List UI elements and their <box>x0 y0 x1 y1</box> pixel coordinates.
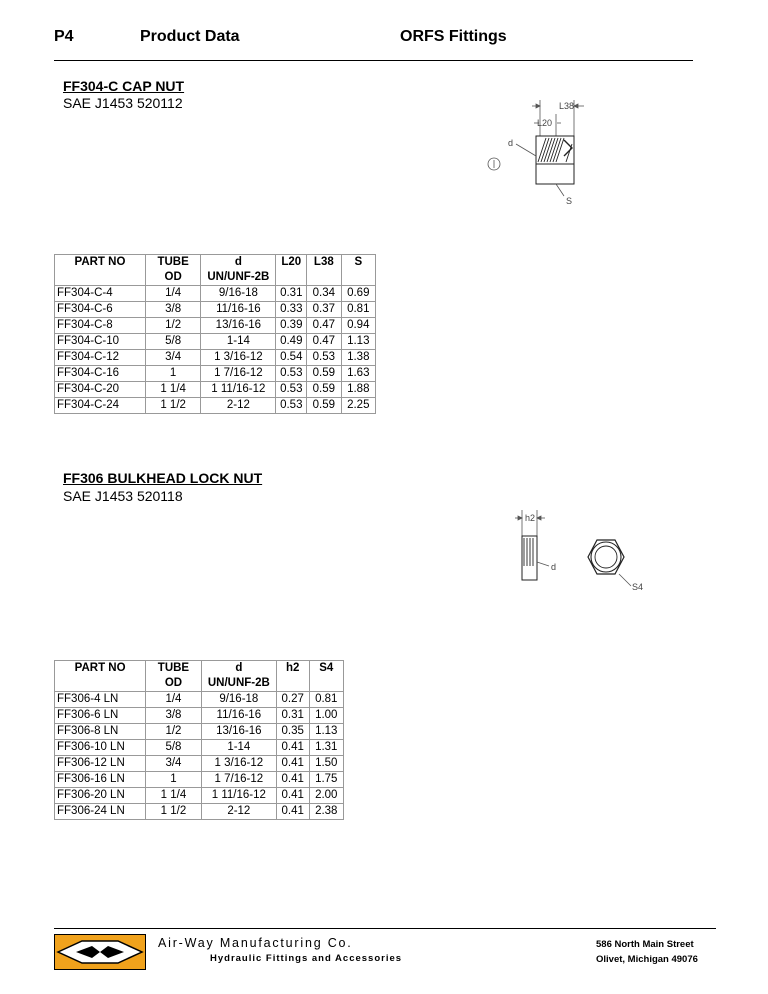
table-cell: 13/16-16 <box>201 318 276 334</box>
column-header: d UN/UNF-2B <box>201 661 276 692</box>
table-cell: 0.69 <box>341 286 375 302</box>
lock-nut-diagram <box>505 506 655 598</box>
table-cell: FF304-C-8 <box>55 318 146 334</box>
table-cell: 1.31 <box>309 740 343 756</box>
label-d: d <box>551 562 557 572</box>
table-row <box>55 756 344 772</box>
product1-title: FF304-C CAP NUT <box>63 78 185 94</box>
table-cell: FF304-C-12 <box>55 350 146 366</box>
table-cell: 1 1/4 <box>145 382 200 398</box>
section-title: Product Data <box>140 28 240 45</box>
table-cell: 5/8 <box>145 334 200 350</box>
table-cell: 3/8 <box>145 302 200 318</box>
header-rule <box>54 60 693 61</box>
table-cell: 1 7/16-12 <box>201 772 276 788</box>
table-cell: 0.59 <box>307 366 341 382</box>
table-cell: FF304-C-6 <box>55 302 146 318</box>
table-cell: FF306-12 LN <box>55 756 146 772</box>
header-row <box>55 661 344 692</box>
label-h2: h2 <box>525 513 536 523</box>
product2-standard: SAE J1453 520118 <box>63 488 183 504</box>
table-row <box>55 724 344 740</box>
table-cell: 0.41 <box>276 740 309 756</box>
table-row <box>55 740 344 756</box>
table-cell: 2.00 <box>309 788 343 804</box>
column-header: TUBE OD <box>145 255 200 286</box>
table-cell: 1 3/16-12 <box>201 350 276 366</box>
cap-nut-table <box>54 254 376 414</box>
label-s: S <box>566 196 573 206</box>
table-cell: FF304-C-24 <box>55 398 146 414</box>
table-cell: 1.75 <box>309 772 343 788</box>
table-cell: 3/4 <box>146 756 202 772</box>
label-s4: S4 <box>632 582 644 592</box>
table-cell: FF306-4 LN <box>55 692 146 708</box>
table-cell: 13/16-16 <box>201 724 276 740</box>
table-cell: 0.41 <box>276 756 309 772</box>
header-row <box>55 255 376 286</box>
table-cell: 1.88 <box>341 382 375 398</box>
table-cell: 0.41 <box>276 804 309 820</box>
table-cell: FF304-C-20 <box>55 382 146 398</box>
table-cell: 3/8 <box>146 708 202 724</box>
table-row <box>55 334 376 350</box>
column-header: PART NO <box>55 661 146 692</box>
table-row <box>55 398 376 414</box>
table-cell: 0.41 <box>276 772 309 788</box>
address-line1: 586 North Main Street <box>596 939 694 950</box>
column-header: L20 <box>276 255 307 286</box>
table-cell: FF306-20 LN <box>55 788 146 804</box>
table-row <box>55 366 376 382</box>
table-row <box>55 788 344 804</box>
table-cell: FF306-8 LN <box>55 724 146 740</box>
table-cell: 0.39 <box>276 318 307 334</box>
column-header: L38 <box>307 255 341 286</box>
table-cell: 0.53 <box>307 350 341 366</box>
table-row <box>55 318 376 334</box>
table-cell: 9/16-18 <box>201 692 276 708</box>
product1-standard: SAE J1453 520112 <box>63 95 183 111</box>
footer-rule <box>54 928 716 929</box>
column-header: h2 <box>276 661 309 692</box>
table-cell: 1.13 <box>341 334 375 350</box>
cap-nut-diagram <box>480 96 600 208</box>
column-header: d UN/UNF-2B <box>201 255 276 286</box>
table-row <box>55 350 376 366</box>
column-header: S <box>341 255 375 286</box>
table-cell: 2.38 <box>309 804 343 820</box>
table-cell: 0.47 <box>307 318 341 334</box>
table-cell: 9/16-18 <box>201 286 276 302</box>
table-cell: 0.81 <box>309 692 343 708</box>
category-title: ORFS Fittings <box>400 28 507 45</box>
address-line2: Olivet, Michigan 49076 <box>596 954 698 965</box>
table-cell: FF306-6 LN <box>55 708 146 724</box>
table-cell: FF306-16 LN <box>55 772 146 788</box>
table-cell: 0.53 <box>276 366 307 382</box>
table-row <box>55 286 376 302</box>
table-cell: FF304-C-16 <box>55 366 146 382</box>
product2-title: FF306 BULKHEAD LOCK NUT <box>63 470 263 486</box>
table-cell: 1/4 <box>146 692 202 708</box>
table-cell: 1-14 <box>201 334 276 350</box>
company-logo <box>54 934 146 970</box>
label-l38: L38 <box>559 101 575 111</box>
table-cell: 1.00 <box>309 708 343 724</box>
table-cell: 1 3/16-12 <box>201 756 276 772</box>
page-number: P4 <box>54 28 74 45</box>
table-cell: 3/4 <box>145 350 200 366</box>
table-cell: 1 1/2 <box>146 804 202 820</box>
table-cell: 0.59 <box>307 382 341 398</box>
table-cell: FF306-24 LN <box>55 804 146 820</box>
table-cell: 2-12 <box>201 804 276 820</box>
table-cell: 1 11/16-12 <box>201 382 276 398</box>
table-cell: 1.63 <box>341 366 375 382</box>
table-cell: 1/2 <box>145 318 200 334</box>
table-cell: 0.33 <box>276 302 307 318</box>
table-cell: FF304-C-4 <box>55 286 146 302</box>
table-cell: 0.27 <box>276 692 309 708</box>
table-cell: 0.41 <box>276 788 309 804</box>
table-cell: 0.59 <box>307 398 341 414</box>
column-header: PART NO <box>55 255 146 286</box>
table-cell: 1-14 <box>201 740 276 756</box>
table-row <box>55 804 344 820</box>
table-cell: 1 1/4 <box>146 788 202 804</box>
table-cell: 1 7/16-12 <box>201 366 276 382</box>
table-cell: FF306-10 LN <box>55 740 146 756</box>
column-header: S4 <box>309 661 343 692</box>
table-cell: 0.94 <box>341 318 375 334</box>
table-cell: 11/16-16 <box>201 708 276 724</box>
table-cell: 1 11/16-12 <box>201 788 276 804</box>
table-cell: 0.31 <box>276 286 307 302</box>
table-cell: 5/8 <box>146 740 202 756</box>
table-row <box>55 772 344 788</box>
company-name: Air-Way Manufacturing Co. <box>158 936 353 950</box>
label-d: d <box>508 138 514 148</box>
table-cell: 1 1/2 <box>145 398 200 414</box>
lock-nut-table <box>54 660 344 820</box>
table-cell: 1 <box>146 772 202 788</box>
table-row <box>55 708 344 724</box>
table-cell: 2-12 <box>201 398 276 414</box>
column-header: TUBE OD <box>146 661 202 692</box>
table-cell: 0.53 <box>276 382 307 398</box>
table-cell: 2.25 <box>341 398 375 414</box>
table-cell: 0.37 <box>307 302 341 318</box>
table-cell: 0.34 <box>307 286 341 302</box>
label-l20: L20 <box>537 118 553 128</box>
table-cell: 1 <box>145 366 200 382</box>
table-cell: 0.31 <box>276 708 309 724</box>
table-row <box>55 302 376 318</box>
table-cell: 0.47 <box>307 334 341 350</box>
table-row <box>55 382 376 398</box>
table-cell: 1.38 <box>341 350 375 366</box>
table-cell: 0.35 <box>276 724 309 740</box>
table-cell: 1/2 <box>146 724 202 740</box>
company-tagline: Hydraulic Fittings and Accessories <box>210 953 403 964</box>
table-row <box>55 692 344 708</box>
table-cell: 1.50 <box>309 756 343 772</box>
table-cell: FF304-C-10 <box>55 334 146 350</box>
table-cell: 11/16-16 <box>201 302 276 318</box>
table-cell: 1.13 <box>309 724 343 740</box>
table-cell: 0.81 <box>341 302 375 318</box>
table-cell: 0.49 <box>276 334 307 350</box>
table-cell: 0.54 <box>276 350 307 366</box>
table-cell: 1/4 <box>145 286 200 302</box>
table-cell: 0.53 <box>276 398 307 414</box>
